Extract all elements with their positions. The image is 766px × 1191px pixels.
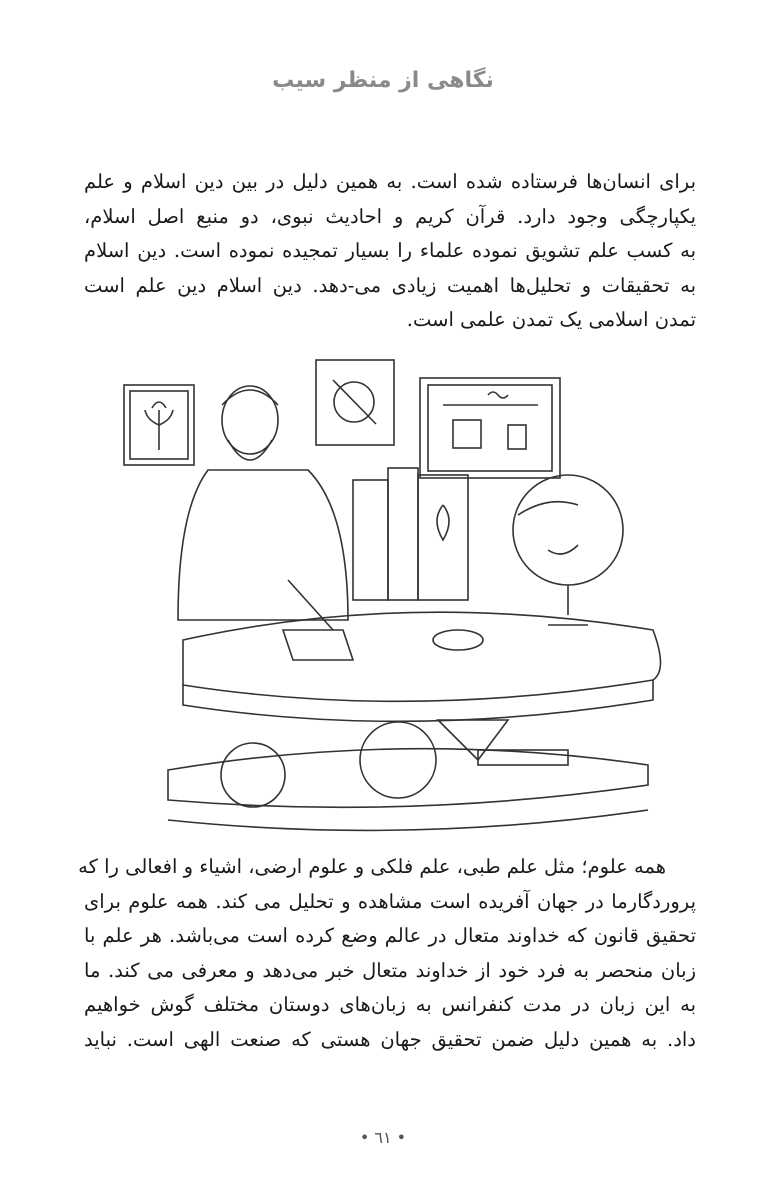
paragraph-1 — [84, 165, 696, 338]
text-line: همه علوم؛ مثل علم طبی، علم فلکی و علوم ارضی، اشیاء و افعالی را که — [78, 855, 666, 878]
paragraph-2 — [78, 850, 696, 1058]
page-number: • ٦١ • — [359, 1128, 407, 1147]
globe-icon — [513, 475, 623, 625]
astronomy-frame-icon — [316, 360, 394, 445]
text-line: به تحقیقات و تحلیل‌ها اهمیت زیادی می-دهد. دین اسلام دین علم است — [84, 273, 696, 297]
text-line: تمدن اسلامی یک تمدن علمی است. — [406, 308, 696, 332]
desk — [168, 612, 661, 830]
scholar-illustration — [108, 340, 668, 840]
text-line: یکپارچگی وجود دارد. قرآن کریم و احادیث نبوی، دو منبع اصل اسلام، — [84, 204, 696, 228]
page-header-title: نگاهی از منظر سیب — [272, 68, 494, 93]
scholar-figure — [178, 386, 348, 630]
text-line: تحقیق قانون که خداوند متعال در عالم وضع کرده است می‌باشد. هر علم با — [84, 924, 696, 948]
text-line: برای انسان‌ها فرستاده شده است. به همین دلیل در بین دین اسلام و علم — [84, 170, 696, 193]
instruments — [221, 630, 568, 807]
books-icon — [353, 468, 468, 600]
text-line: زبان منحصر به فرد خود از خداوند متعال خبر می‌دهد و معرفی می کند. ما — [84, 958, 696, 982]
text-line: پروردگارما در جهان آفریده است مشاهده و تحلیل می کند. همه علوم برای — [84, 889, 696, 913]
text-line: داد. به همین دلیل ضمن تحقیق جهان هستی که صنعت الهی است. نباید — [84, 1027, 696, 1051]
flower-frame-icon — [124, 385, 194, 465]
text-line: به این زبان در مدت کنفرانس به زبان‌های دوستان مختلف گوش خواهیم — [84, 993, 696, 1017]
board-frame-icon — [420, 378, 560, 478]
text-line: به کسب علم تشویق نموده علماء را بسیار تمجیده نموده است. دین اسلام — [84, 239, 696, 263]
